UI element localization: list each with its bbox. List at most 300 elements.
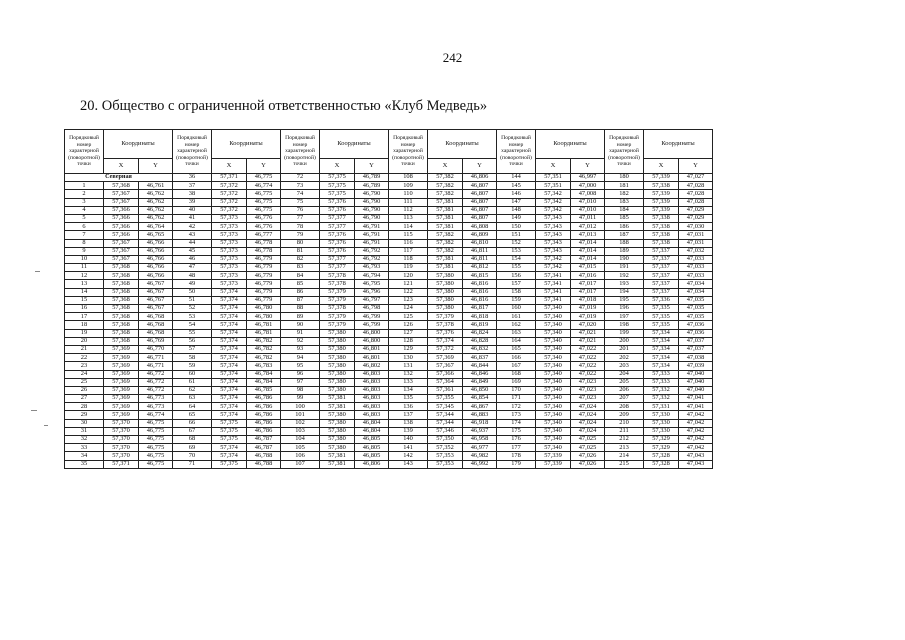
- y-value-cell: 47,041: [679, 395, 713, 403]
- point-number-cell: 119: [389, 264, 428, 272]
- point-number-cell: 123: [389, 296, 428, 304]
- point-number-header: Порядковый номер характерной (поворотной) точки: [173, 130, 212, 174]
- x-value-cell: 57,353: [428, 452, 463, 460]
- point-number-cell: 47: [173, 264, 212, 272]
- point-number-cell: 121: [389, 280, 428, 288]
- point-number-cell: 198: [605, 321, 644, 329]
- x-value-cell: 57,374: [212, 444, 247, 452]
- point-number-cell: 27: [65, 395, 104, 403]
- x-value-cell: 57,364: [428, 378, 463, 386]
- x-value-cell: 57,342: [536, 206, 571, 214]
- y-value-cell: 47,028: [679, 198, 713, 206]
- y-value-cell: 46,786: [247, 419, 281, 427]
- y-value-cell: 46,774: [139, 411, 173, 419]
- y-value-cell: 46,782: [247, 354, 281, 362]
- y-value-cell: 46,762: [139, 198, 173, 206]
- y-value-cell: 46,982: [463, 452, 497, 460]
- point-number-cell: 1: [65, 182, 104, 190]
- point-number-cell: 199: [605, 329, 644, 337]
- point-number-cell: 181: [605, 182, 644, 190]
- x-value-cell: 57,367: [104, 247, 139, 255]
- point-number-cell: 104: [281, 436, 320, 444]
- y-value-cell: 47,015: [571, 264, 605, 272]
- point-number-cell: 103: [281, 427, 320, 435]
- y-value-cell: 47,025: [571, 436, 605, 444]
- y-value-cell: 46,786: [247, 427, 281, 435]
- y-value-cell: 46,784: [247, 378, 281, 386]
- y-header: Y: [463, 159, 497, 174]
- y-value-cell: 46,761: [139, 182, 173, 190]
- point-number-cell: 36: [173, 174, 212, 182]
- point-number-cell: 42: [173, 223, 212, 231]
- y-value-cell: 47,014: [571, 255, 605, 263]
- y-value-cell: 46,781: [247, 321, 281, 329]
- y-value-cell: 46,803: [355, 395, 389, 403]
- point-number-cell: 69: [173, 444, 212, 452]
- x-header: X: [212, 159, 247, 174]
- y-value-cell: 47,033: [679, 272, 713, 280]
- point-number-cell: 54: [173, 321, 212, 329]
- x-value-cell: 57,380: [320, 362, 355, 370]
- point-number-cell: 102: [281, 419, 320, 427]
- x-value-cell: 57,375: [212, 419, 247, 427]
- x-value-cell: 57,337: [644, 264, 679, 272]
- y-value-cell: 46,767: [139, 305, 173, 313]
- x-value-cell: 57,333: [644, 378, 679, 386]
- table-header-row: [65, 130, 713, 159]
- x-value-cell: 57,380: [320, 411, 355, 419]
- table-row: [65, 411, 713, 419]
- x-value-cell: 57,374: [212, 386, 247, 394]
- table-row: [65, 321, 713, 329]
- point-number-cell: 139: [389, 427, 428, 435]
- y-value-cell: 46,768: [139, 313, 173, 321]
- point-number-cell: 157: [497, 280, 536, 288]
- x-value-cell: 57,374: [212, 305, 247, 313]
- x-value-cell: 57,329: [644, 436, 679, 444]
- point-number-cell: 43: [173, 231, 212, 239]
- x-value-cell: 57,381: [320, 395, 355, 403]
- y-value-cell: 46,775: [247, 174, 281, 182]
- table-row: [65, 206, 713, 214]
- x-header: X: [428, 159, 463, 174]
- y-value-cell: 46,846: [463, 370, 497, 378]
- point-number-cell: 34: [65, 452, 104, 460]
- point-number-cell: 202: [605, 354, 644, 362]
- table-row: [65, 223, 713, 231]
- y-value-cell: 46,766: [139, 255, 173, 263]
- x-value-cell: 57,372: [212, 198, 247, 206]
- x-value-cell: 57,369: [104, 395, 139, 403]
- point-number-cell: 11: [65, 264, 104, 272]
- y-value-cell: 47,037: [679, 337, 713, 345]
- x-value-cell: 57,380: [428, 305, 463, 313]
- point-number-cell: 78: [281, 223, 320, 231]
- x-value-cell: 57,340: [536, 403, 571, 411]
- point-number-cell: 115: [389, 231, 428, 239]
- x-value-cell: 57,343: [536, 247, 571, 255]
- point-number-cell: 152: [497, 239, 536, 247]
- x-value-cell: 57,342: [536, 198, 571, 206]
- x-value-cell: 57,374: [212, 321, 247, 329]
- y-value-cell: 46,772: [139, 386, 173, 394]
- point-number-cell: 146: [497, 190, 536, 198]
- point-number-header: Порядковый номер характерной (поворотной) точки: [497, 130, 536, 174]
- x-value-cell: 57,337: [644, 288, 679, 296]
- x-value-cell: 57,376: [320, 206, 355, 214]
- point-number-cell: 99: [281, 395, 320, 403]
- y-value-cell: 46,772: [139, 370, 173, 378]
- point-number-cell: 132: [389, 370, 428, 378]
- x-value-cell: 57,330: [644, 427, 679, 435]
- x-value-cell: 57,379: [320, 288, 355, 296]
- x-value-cell: 57,380: [320, 354, 355, 362]
- y-value-cell: 47,037: [679, 345, 713, 353]
- y-value-cell: 46,781: [247, 329, 281, 337]
- point-number-cell: 203: [605, 362, 644, 370]
- y-value-cell: 47,029: [679, 214, 713, 222]
- point-number-cell: 2: [65, 190, 104, 198]
- point-number-cell: 94: [281, 354, 320, 362]
- x-value-cell: 57,335: [644, 305, 679, 313]
- y-value-cell: 46,805: [355, 452, 389, 460]
- y-value-cell: 47,020: [571, 321, 605, 329]
- y-value-cell: 46,779: [247, 280, 281, 288]
- x-value-cell: 57,334: [644, 362, 679, 370]
- x-value-cell: 57,381: [320, 452, 355, 460]
- point-number-cell: 134: [389, 386, 428, 394]
- x-value-cell: 57,368: [104, 280, 139, 288]
- point-number-cell: 31: [65, 427, 104, 435]
- y-value-cell: 46,770: [139, 345, 173, 353]
- point-number-cell: 15: [65, 296, 104, 304]
- x-value-cell: 57,368: [104, 321, 139, 329]
- x-value-cell: 57,355: [428, 395, 463, 403]
- y-value-cell: 47,018: [571, 296, 605, 304]
- x-value-cell: 57,379: [320, 296, 355, 304]
- y-value-cell: 46,807: [463, 214, 497, 222]
- y-value-cell: 46,793: [355, 264, 389, 272]
- y-value-cell: 47,042: [679, 419, 713, 427]
- x-value-cell: 57,340: [536, 395, 571, 403]
- x-value-cell: 57,375: [320, 174, 355, 182]
- y-value-cell: 46,766: [139, 272, 173, 280]
- x-value-cell: 57,381: [428, 206, 463, 214]
- y-value-cell: 46,806: [355, 460, 389, 468]
- x-value-cell: 57,339: [644, 198, 679, 206]
- x-value-cell: 57,338: [644, 182, 679, 190]
- x-value-cell: 57,340: [536, 378, 571, 386]
- point-number-cell: 87: [281, 296, 320, 304]
- x-value-cell: 57,368: [104, 313, 139, 321]
- table-row: [65, 305, 713, 313]
- point-number-cell: 38: [173, 190, 212, 198]
- x-value-cell: 57,369: [104, 378, 139, 386]
- point-number-cell: 180: [605, 174, 644, 182]
- y-value-cell: 46,767: [139, 296, 173, 304]
- table-row: [65, 182, 713, 190]
- point-number-cell: 175: [497, 427, 536, 435]
- point-number-cell: 20: [65, 337, 104, 345]
- y-value-cell: 46,784: [247, 370, 281, 378]
- point-number-cell: 177: [497, 444, 536, 452]
- point-number-cell: 26: [65, 386, 104, 394]
- x-value-cell: 57,332: [644, 386, 679, 394]
- point-number-cell: 84: [281, 272, 320, 280]
- x-value-cell: 57,372: [212, 190, 247, 198]
- point-number-cell: 13: [65, 280, 104, 288]
- y-value-cell: 46,809: [463, 231, 497, 239]
- x-value-cell: 57,341: [536, 272, 571, 280]
- x-value-cell: 57,379: [320, 321, 355, 329]
- coordinates-header: Координаты: [320, 130, 389, 159]
- table-row: [65, 198, 713, 206]
- segment-label: Северная: [65, 174, 173, 182]
- x-value-cell: 57,382: [428, 174, 463, 182]
- x-value-cell: 57,379: [320, 313, 355, 321]
- y-value-cell: 46,771: [139, 362, 173, 370]
- y-value-cell: 46,805: [355, 444, 389, 452]
- y-value-cell: 46,788: [247, 460, 281, 468]
- point-number-cell: 107: [281, 460, 320, 468]
- point-number-cell: 96: [281, 370, 320, 378]
- x-value-cell: 57,376: [320, 198, 355, 206]
- point-number-cell: 155: [497, 264, 536, 272]
- y-value-cell: 46,791: [355, 223, 389, 231]
- y-value-cell: 46,785: [247, 386, 281, 394]
- point-number-cell: 62: [173, 386, 212, 394]
- point-number-cell: 211: [605, 427, 644, 435]
- x-value-cell: 57,340: [536, 362, 571, 370]
- y-value-cell: 47,036: [679, 321, 713, 329]
- y-value-cell: 46,937: [463, 427, 497, 435]
- y-value-cell: 47,042: [679, 436, 713, 444]
- point-number-cell: 194: [605, 288, 644, 296]
- y-value-cell: 47,038: [679, 354, 713, 362]
- y-value-cell: 47,032: [679, 247, 713, 255]
- table-row: [65, 247, 713, 255]
- x-value-cell: 57,377: [320, 255, 355, 263]
- y-value-cell: 46,787: [247, 436, 281, 444]
- point-number-cell: 149: [497, 214, 536, 222]
- y-value-cell: 46,792: [355, 255, 389, 263]
- x-value-cell: 57,328: [644, 460, 679, 468]
- point-number-cell: 120: [389, 272, 428, 280]
- y-value-cell: 47,041: [679, 403, 713, 411]
- x-value-cell: 57,334: [644, 345, 679, 353]
- x-value-cell: 57,338: [644, 223, 679, 231]
- x-value-cell: 57,343: [536, 239, 571, 247]
- point-number-cell: 138: [389, 419, 428, 427]
- x-value-cell: 57,382: [428, 239, 463, 247]
- y-value-cell: 46,775: [139, 436, 173, 444]
- point-number-cell: 71: [173, 460, 212, 468]
- x-value-cell: 57,368: [104, 288, 139, 296]
- y-value-cell: 47,031: [679, 231, 713, 239]
- x-value-cell: 57,343: [536, 214, 571, 222]
- table-row: [65, 174, 713, 182]
- x-value-cell: 57,369: [104, 370, 139, 378]
- point-number-cell: 204: [605, 370, 644, 378]
- x-value-cell: 57,380: [428, 296, 463, 304]
- y-value-cell: 47,023: [571, 386, 605, 394]
- x-value-cell: 57,377: [320, 223, 355, 231]
- y-value-cell: 46,803: [355, 403, 389, 411]
- x-value-cell: 57,380: [320, 337, 355, 345]
- point-number-cell: 147: [497, 198, 536, 206]
- x-value-cell: 57,338: [644, 239, 679, 247]
- point-number-cell: 127: [389, 329, 428, 337]
- y-value-cell: 46,992: [463, 460, 497, 468]
- y-value-cell: 46,817: [463, 305, 497, 313]
- y-value-cell: 46,800: [355, 329, 389, 337]
- x-value-cell: 57,377: [320, 264, 355, 272]
- y-value-cell: 46,771: [139, 354, 173, 362]
- point-number-cell: 44: [173, 239, 212, 247]
- point-number-cell: 89: [281, 313, 320, 321]
- point-number-cell: 108: [389, 174, 428, 182]
- y-value-cell: 46,801: [355, 345, 389, 353]
- point-number-cell: 188: [605, 239, 644, 247]
- y-value-cell: 46,794: [355, 272, 389, 280]
- point-number-cell: 91: [281, 329, 320, 337]
- y-value-cell: 46,844: [463, 362, 497, 370]
- x-value-cell: 57,374: [428, 337, 463, 345]
- point-number-cell: 168: [497, 370, 536, 378]
- scan-artifact: [31, 410, 37, 411]
- x-value-cell: 57,341: [536, 280, 571, 288]
- x-value-cell: 57,340: [536, 386, 571, 394]
- x-value-cell: 57,382: [428, 190, 463, 198]
- x-value-cell: 57,375: [320, 190, 355, 198]
- y-value-cell: 47,023: [571, 395, 605, 403]
- y-value-cell: 46,779: [247, 296, 281, 304]
- x-value-cell: 57,373: [212, 239, 247, 247]
- x-value-cell: 57,366: [428, 370, 463, 378]
- x-value-cell: 57,375: [212, 460, 247, 468]
- point-number-cell: 208: [605, 403, 644, 411]
- table-row: [65, 272, 713, 280]
- table-row: [65, 280, 713, 288]
- y-value-cell: 46,811: [463, 247, 497, 255]
- y-value-cell: 46,816: [463, 280, 497, 288]
- x-value-cell: 57,376: [320, 239, 355, 247]
- y-value-cell: 46,867: [463, 403, 497, 411]
- y-value-cell: 47,019: [571, 313, 605, 321]
- y-value-cell: 47,043: [679, 460, 713, 468]
- y-value-cell: 47,013: [571, 231, 605, 239]
- y-value-cell: 47,040: [679, 378, 713, 386]
- point-number-cell: 55: [173, 329, 212, 337]
- point-number-cell: 45: [173, 247, 212, 255]
- point-number-cell: 117: [389, 247, 428, 255]
- point-number-cell: 137: [389, 411, 428, 419]
- point-number-cell: 76: [281, 206, 320, 214]
- x-value-cell: 57,334: [644, 337, 679, 345]
- point-number-cell: 18: [65, 321, 104, 329]
- x-value-cell: 57,374: [212, 370, 247, 378]
- x-value-cell: 57,375: [212, 427, 247, 435]
- y-value-cell: 46,804: [355, 427, 389, 435]
- x-value-cell: 57,340: [536, 329, 571, 337]
- point-number-cell: 113: [389, 214, 428, 222]
- y-value-cell: 47,033: [679, 264, 713, 272]
- point-number-cell: 171: [497, 395, 536, 403]
- point-number-cell: 151: [497, 231, 536, 239]
- point-number-cell: 72: [281, 174, 320, 182]
- x-value-cell: 57,343: [536, 231, 571, 239]
- x-value-cell: 57,382: [428, 182, 463, 190]
- point-number-cell: 172: [497, 403, 536, 411]
- y-value-cell: 47,010: [571, 198, 605, 206]
- x-value-cell: 57,373: [212, 264, 247, 272]
- y-value-cell: 46,883: [463, 411, 497, 419]
- x-value-cell: 57,335: [644, 313, 679, 321]
- point-number-cell: 58: [173, 354, 212, 362]
- x-value-cell: 57,366: [104, 231, 139, 239]
- table-row: [65, 460, 713, 468]
- x-value-cell: 57,338: [644, 214, 679, 222]
- x-value-cell: 57,370: [104, 436, 139, 444]
- point-number-cell: 83: [281, 264, 320, 272]
- x-value-cell: 57,350: [428, 436, 463, 444]
- point-number-cell: 86: [281, 288, 320, 296]
- point-number-cell: 140: [389, 436, 428, 444]
- y-value-cell: 46,776: [247, 223, 281, 231]
- y-value-cell: 46,797: [355, 296, 389, 304]
- x-value-cell: 57,374: [212, 329, 247, 337]
- x-value-cell: 57,374: [212, 354, 247, 362]
- point-number-cell: 162: [497, 321, 536, 329]
- x-value-cell: 57,381: [428, 255, 463, 263]
- x-value-cell: 57,380: [428, 288, 463, 296]
- x-value-cell: 57,374: [212, 452, 247, 460]
- y-value-cell: 46,762: [139, 214, 173, 222]
- x-value-cell: 57,373: [212, 272, 247, 280]
- y-value-cell: 46,792: [355, 247, 389, 255]
- point-number-cell: 33: [65, 444, 104, 452]
- y-value-cell: 46,779: [247, 272, 281, 280]
- x-value-cell: 57,374: [212, 337, 247, 345]
- y-value-cell: 46,850: [463, 386, 497, 394]
- point-number-cell: 154: [497, 255, 536, 263]
- point-number-cell: 212: [605, 436, 644, 444]
- y-value-cell: 46,805: [355, 436, 389, 444]
- point-number-cell: 116: [389, 239, 428, 247]
- y-value-cell: 46,777: [247, 231, 281, 239]
- y-value-cell: 46,779: [247, 288, 281, 296]
- x-value-cell: 57,374: [212, 362, 247, 370]
- x-value-cell: 57,373: [212, 255, 247, 263]
- point-number-cell: 196: [605, 305, 644, 313]
- y-value-cell: 46,775: [139, 419, 173, 427]
- point-number-cell: 207: [605, 395, 644, 403]
- x-header: X: [104, 159, 139, 174]
- point-number-cell: 150: [497, 223, 536, 231]
- y-value-cell: 47,021: [571, 329, 605, 337]
- y-value-cell: 46,796: [355, 288, 389, 296]
- y-value-cell: 47,000: [571, 182, 605, 190]
- y-value-cell: 47,039: [679, 362, 713, 370]
- y-value-cell: 46,772: [139, 378, 173, 386]
- x-value-cell: 57,340: [536, 427, 571, 435]
- point-number-cell: 189: [605, 247, 644, 255]
- y-header: Y: [355, 159, 389, 174]
- y-value-cell: 46,775: [247, 198, 281, 206]
- y-value-cell: 46,780: [247, 305, 281, 313]
- y-value-cell: 46,766: [139, 264, 173, 272]
- x-value-cell: 57,374: [212, 403, 247, 411]
